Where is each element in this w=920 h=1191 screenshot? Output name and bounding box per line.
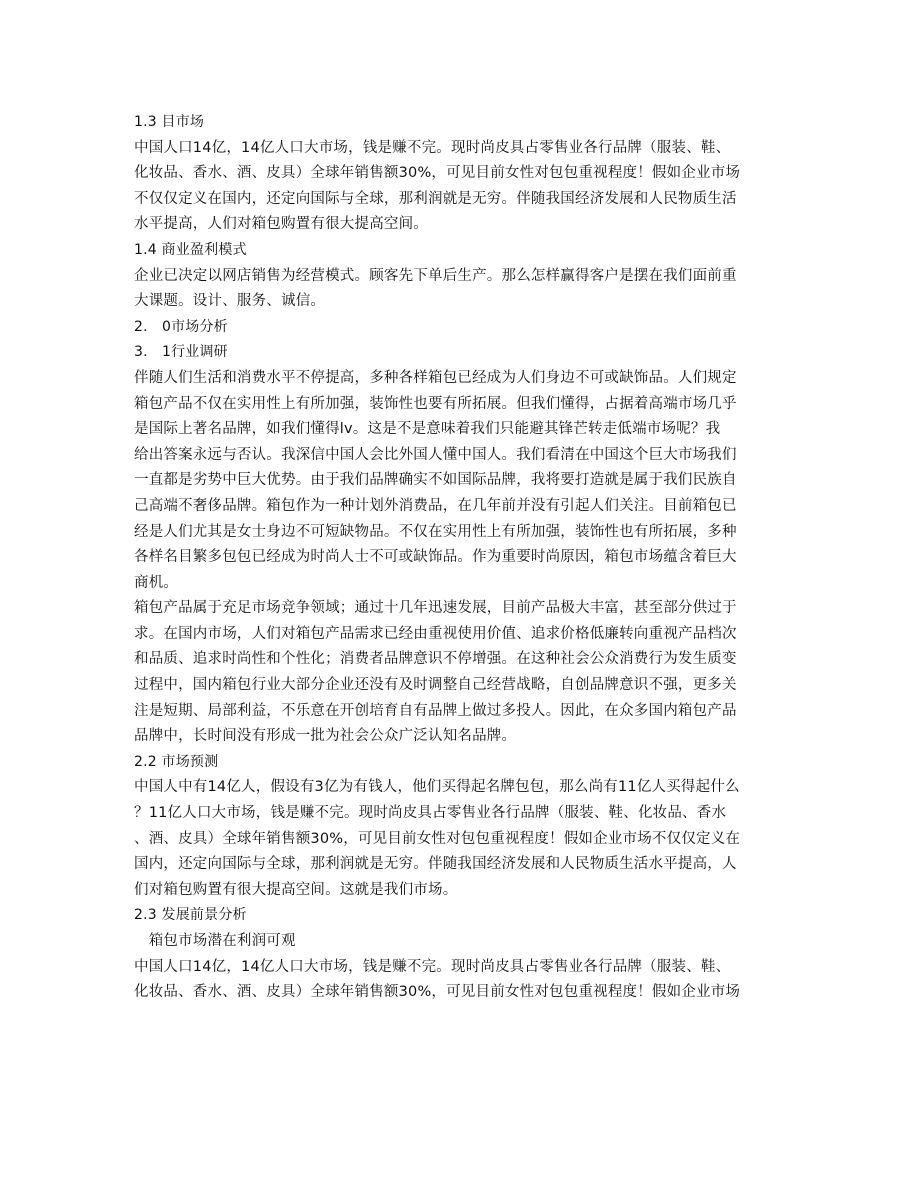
paragraph-line: 各样名目繁多包包已经成为时尚人士不可或缺饰品。作为重要时尚原因，箱包市场蕴含着巨大 bbox=[134, 549, 737, 566]
paragraph-line: 过程中，国内箱包行业大部分企业还没有及时调整自己经营战略，自创品牌意识不强，更多关 bbox=[134, 677, 737, 694]
paragraph-line: 一直都是劣势中巨大优势。由于我们品牌确实不如国际品牌，我将要打造就是属于我们民族自 bbox=[134, 472, 737, 489]
paragraph-line: 箱包产品不仅在实用性上有所加强，装饰性也要有所拓展。但我们懂得，占据着高端市场几乎 bbox=[134, 395, 737, 412]
paragraph-line: 、酒、皮具）全球年销售额30%，可见目前女性对包包重视程度！假如企业市场不仅仅定义在 bbox=[134, 830, 741, 847]
paragraph-line: 商机。 bbox=[134, 574, 179, 591]
paragraph-line: 品牌中，长时间没有形成一批为社会公众广泛认知名品牌。 bbox=[134, 728, 517, 745]
paragraph-line: 国内，还定向国际与全球，那利润就是无穷。伴随我国经济发展和人民物质生活水平提高，人 bbox=[134, 856, 737, 873]
section-heading-1-4: 1.4 商业盈利模式 bbox=[134, 241, 247, 258]
paragraph-line: 经是人们尤其是女士身边不可短缺物品。不仅在实用性上有所加强，装饰性也有所拓展，多种 bbox=[134, 523, 737, 540]
section-heading-2-0: 2. 0市场分析 bbox=[134, 318, 228, 335]
paragraph-line: 中国人口14亿，14亿人口大市场，钱是赚不完。现时尚皮具占零售业各行品牌（服装、鞋、 bbox=[134, 139, 731, 156]
paragraph-line: 化妆品、香水、酒、皮具）全球年销售额30%，可见目前女性对包包重视程度！假如企业市场 bbox=[134, 165, 741, 182]
paragraph-line: 己高端不奢侈品牌。箱包作为一种计划外消费品，在几年前并没有引起人们关注。目前箱包已 bbox=[134, 497, 737, 514]
document-body bbox=[134, 110, 786, 1006]
paragraph-line: 大课题。设计、服务、诚信。 bbox=[134, 293, 326, 310]
paragraph-line: 是国际上著名品牌，如我们懂得lv。这是不是意味着我们只能避其锋芒转走低端市场呢？我 bbox=[134, 421, 721, 438]
paragraph-line: 求。在国内市场，人们对箱包产品需求已经由重视使用价值、追求价格低廉转向重视产品档次 bbox=[134, 625, 737, 642]
paragraph-line: 伴随人们生活和消费水平不停提高，多种各样箱包已经成为人们身边不可或缺饰品。人们规定 bbox=[134, 369, 737, 386]
paragraph-line: 箱包产品属于充足市场竞争领域；通过十几年迅速发展，目前产品极大丰富，甚至部分供过于 bbox=[134, 600, 737, 617]
paragraph-line: 企业已决定以网店销售为经营模式。顾客先下单后生产。那么怎样赢得客户是摆在我们面前重 bbox=[134, 267, 737, 284]
section-heading-3-1: 3. 1行业调研 bbox=[134, 344, 228, 361]
section-heading-2-3: 2.3 发展前景分析 bbox=[134, 907, 247, 924]
section-heading-1-3: 1.3 目市场 bbox=[134, 114, 205, 130]
paragraph-line: 化妆品、香水、酒、皮具）全球年销售额30%，可见目前女性对包包重视程度！假如企业市场 bbox=[134, 984, 741, 1001]
paragraph-line: 水平提高，人们对箱包购置有很大提高空间。 bbox=[134, 216, 428, 233]
subheading-line: 箱包市场潜在利润可观 bbox=[134, 933, 296, 949]
paragraph-line: 和品质、追求时尚性和个性化；消费者品牌意识不停增强。在这种社会公众消费行为发生质变 bbox=[134, 651, 737, 668]
paragraph-line: ？11亿人口大市场，钱是赚不完。现时尚皮具占零售业各行品牌（服装、鞋、化妆品、香水 bbox=[134, 805, 727, 822]
paragraph-line: 们对箱包购置有很大提高空间。这就是我们市场。 bbox=[134, 881, 458, 898]
paragraph-line: 注是短期、局部利益，不乐意在开创培育自有品牌上做过多投人。因此，在众多国内箱包产品 bbox=[134, 702, 737, 719]
paragraph-line: 中国人中有14亿人，假设有3亿为有钱人，他们买得起名牌包包，那么尚有11亿人买得起什么 bbox=[134, 779, 740, 796]
paragraph-line: 中国人口14亿，14亿人口大市场，钱是赚不完。现时尚皮具占零售业各行品牌（服装、鞋、 bbox=[134, 958, 731, 975]
paragraph-line: 不仅仅定义在国内，还定向国际与全球，那利润就是无穷。伴随我国经济发展和人民物质生活 bbox=[134, 190, 737, 207]
paragraph-line: 给出答案永远与否认。我深信中国人会比外国人懂中国人。我们看清在中国这个巨大市场我们 bbox=[134, 446, 737, 463]
section-heading-2-2: 2.2 市场预测 bbox=[134, 753, 219, 770]
